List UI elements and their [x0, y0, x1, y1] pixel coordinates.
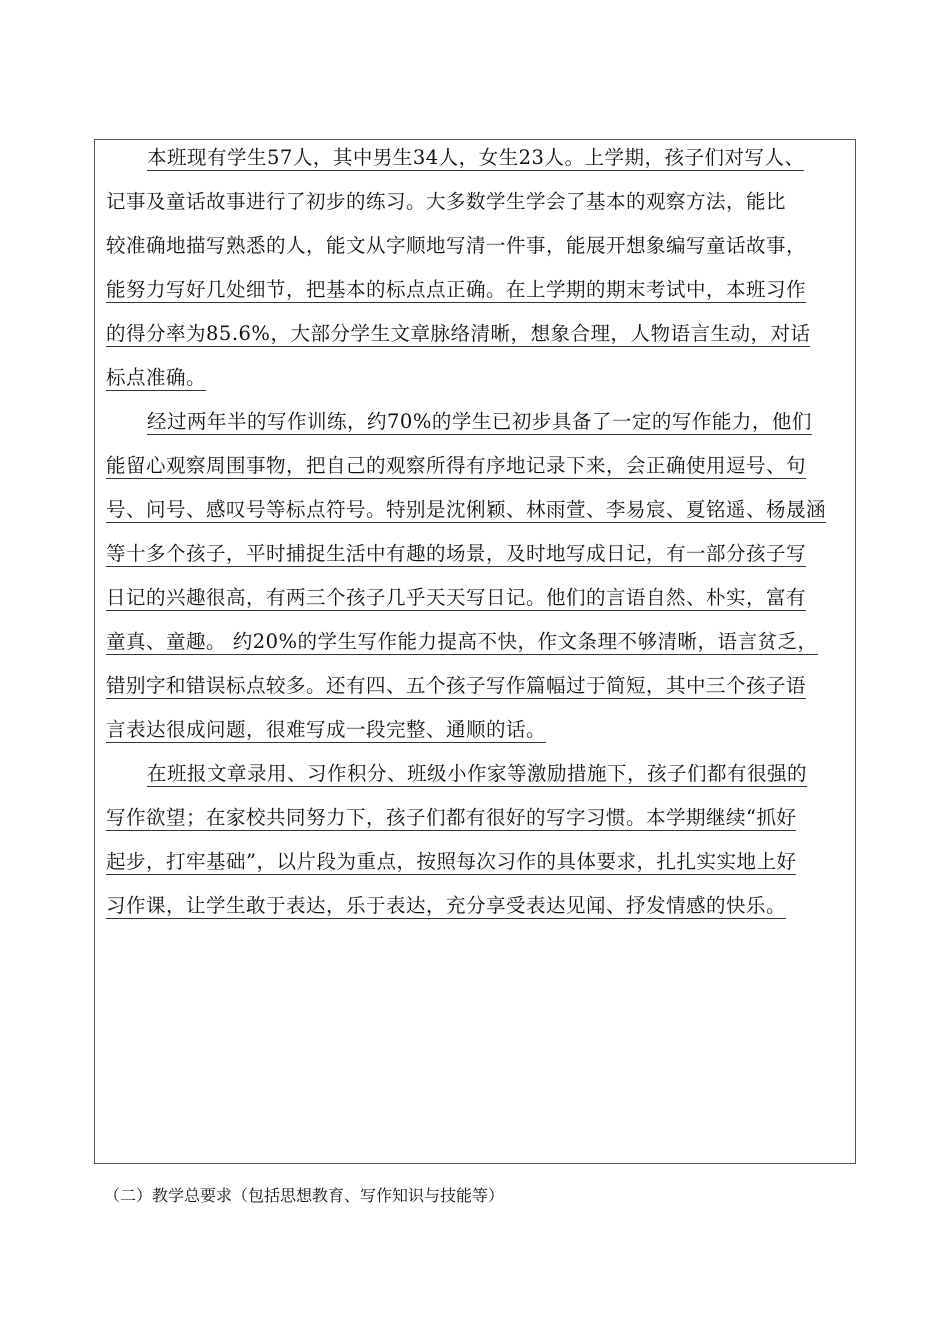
text-line: 记事及童话故事进行了初步的练习。大多数学生学会了基本的观察方法，能比: [106, 190, 787, 213]
text-line: 日记的兴趣很高，有两三个孩子几乎天天写日记。他们的言语自然、朴实，富有: [106, 586, 807, 609]
text-line: 号、问号、感叹号等标点符号。特别是沈俐颖、林雨萱、李易宸、夏铭遥、杨晟涵: [106, 498, 827, 521]
text-line: 等十多个孩子，平时捕捉生活中有趣的场景，及时地写成日记，有一部分孩子写: [106, 542, 807, 565]
text-line: 错别字和错误标点较多。还有四、五个孩子写作篇幅过于简短，其中三个孩子语: [106, 674, 807, 697]
text-line: 能留心观察周围事物，把自己的观察所得有序地记录下来，会正确使用逗号、句: [106, 454, 807, 477]
text-line: 在班报文章录用、习作积分、班级小作家等激励措施下，孩子们都有很强的: [147, 762, 808, 785]
text-line: 童真、童趣。 约20%的学生写作能力提高不快，作文条理不够清晰，语言贫乏，: [106, 630, 818, 653]
section-heading: （二）教学总要求（包括思想教育、写作知识与技能等）: [104, 1186, 505, 1205]
text-line: 经过两年半的写作训练，约70%的学生已初步具备了一定的写作能力，他们: [147, 410, 812, 433]
text-line: 的得分率为85.6%，大部分学生文章脉络清晰，想象合理，人物语言生动，对话: [106, 322, 811, 345]
text-line: 能努力写好几处细节，把基本的标点点正确。在上学期的期末考试中，本班习作: [106, 278, 807, 301]
text-line: 较准确地描写熟悉的人，能文从字顺地写清一件事，能展开想象编写童话故事，: [106, 234, 807, 257]
text-line: 本班现有学生57人，其中男生34人，女生23人。上学期，孩子们对写人、: [147, 146, 805, 169]
text-line: 起步，打牢基础”，以片段为重点，按照每次习作的具体要求，扎扎实实地上好: [106, 850, 797, 873]
text-line: 习作课，让学生敢于表达，乐于表达，充分享受表达见闻、抒发情感的快乐。: [106, 894, 787, 917]
text-line: 写作欲望；在家校共同努力下，孩子们都有很好的写字习惯。本学期继续“抓好: [106, 806, 797, 829]
text-line: 标点准确。: [106, 366, 207, 389]
text-line: 言表达很成问题，很难写成一段完整、通顺的话。: [106, 718, 547, 741]
